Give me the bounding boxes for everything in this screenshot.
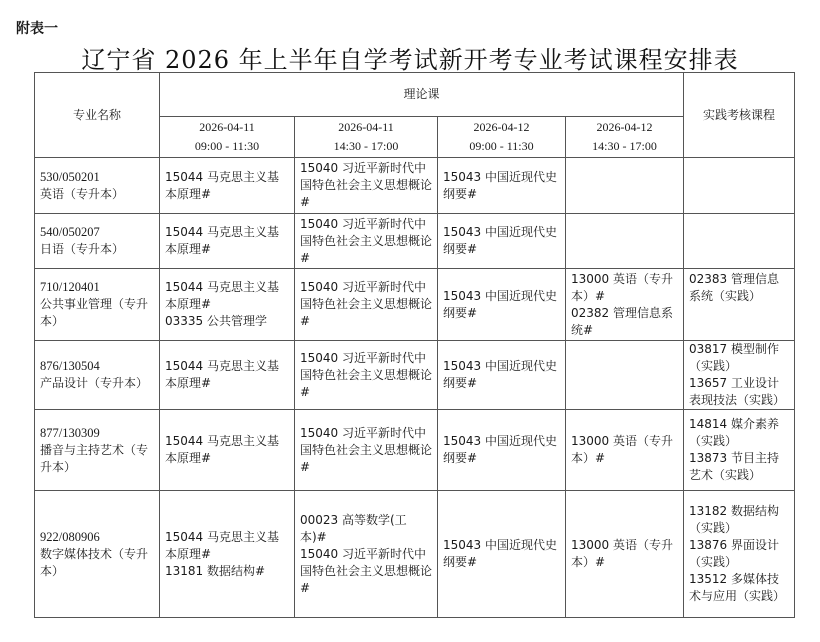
course: 13000 英语（专升本）# — [571, 271, 673, 303]
session-time: 14:30 - 17:00 — [333, 139, 399, 153]
session-2-cell — [295, 410, 438, 491]
course: 13000 英语（专升本）# — [571, 434, 673, 465]
session-4-cell — [566, 491, 684, 618]
course: 15043 中国近现代史纲要# — [443, 225, 557, 256]
table-row — [35, 269, 795, 341]
practical-course: 13876 界面设计（实践） — [689, 538, 779, 569]
table-row — [35, 341, 795, 410]
course: 15043 中国近现代史纲要# — [443, 359, 557, 390]
appendix-label: 附表一 — [16, 21, 58, 37]
practical-course: 13657 工业设计表现技法（实践） — [689, 376, 786, 407]
header-session-2 — [295, 117, 438, 158]
session-4-cell — [566, 158, 684, 214]
session-date: 2026-04-11 — [199, 120, 255, 134]
practical-course: 13182 数据结构（实践） — [689, 504, 779, 535]
course: 15040 习近平新时代中国特色社会主义思想概论# — [300, 350, 433, 399]
course: 15043 中国近现代史纲要# — [443, 538, 557, 569]
course: 15040 习近平新时代中国特色社会主义思想概论# — [300, 546, 433, 595]
course: 15044 马克思主义基本原理# — [165, 434, 279, 465]
practical-cell — [684, 341, 795, 410]
session-date: 2026-04-12 — [473, 120, 530, 134]
session-1-cell — [160, 410, 295, 491]
session-date: 2026-04-11 — [338, 120, 394, 134]
course: 15043 中国近现代史纲要# — [443, 288, 557, 320]
session-2-cell — [295, 269, 438, 341]
session-2-cell — [295, 158, 438, 214]
table-row — [35, 158, 795, 214]
session-4-cell — [566, 341, 684, 410]
course: 15040 习近平新时代中国特色社会主义思想概论# — [300, 425, 433, 474]
major-name: 英语（专升本） — [40, 186, 125, 201]
course: 03335 公共管理学 — [165, 314, 267, 328]
session-1-cell — [160, 341, 295, 410]
major-cell — [35, 214, 160, 269]
header-session-4 — [566, 117, 684, 158]
exam-schedule-table — [34, 72, 795, 618]
session-2-cell — [295, 491, 438, 618]
session-time: 09:00 - 11:30 — [469, 139, 534, 153]
major-code: 876/130504 — [40, 359, 100, 373]
major-name: 公共事业管理（专升本） — [40, 297, 149, 328]
practical-course: 13512 多媒体技术与应用（实践） — [689, 572, 786, 603]
session-1-cell — [160, 491, 295, 618]
major-cell — [35, 269, 160, 341]
course: 15044 马克思主义基本原理# — [165, 529, 279, 561]
major-name: 产品设计（专升本） — [40, 376, 149, 390]
header-major-name: 专业名称 — [35, 73, 160, 158]
practical-cell — [684, 269, 795, 341]
session-1-cell — [160, 214, 295, 269]
major-cell — [35, 158, 160, 214]
major-name: 日语（专升本） — [40, 242, 125, 256]
course: 15044 马克思主义基本原理# — [165, 359, 279, 390]
table-row — [35, 491, 795, 618]
course: 13181 数据结构# — [165, 563, 266, 578]
session-4-cell — [566, 214, 684, 269]
header-practical-courses: 实践考核课程 — [684, 73, 795, 158]
header-theory-courses: 理论课 — [160, 73, 684, 117]
session-1-cell — [160, 158, 295, 214]
practical-cell — [684, 214, 795, 269]
major-code: 530/050201 — [40, 169, 100, 184]
practical-cell — [684, 491, 795, 618]
table-row — [35, 214, 795, 269]
session-3-cell — [438, 214, 566, 269]
major-cell — [35, 491, 160, 618]
practical-course: 02383 管理信息系统（实践） — [689, 272, 779, 303]
practical-cell — [684, 410, 795, 491]
session-2-cell — [295, 214, 438, 269]
practical-course: 03817 模型制作（实践） — [689, 342, 779, 373]
major-name: 数字媒体技术（专升本） — [40, 546, 149, 578]
header-row-1 — [35, 73, 795, 117]
session-3-cell — [438, 491, 566, 618]
session-1-cell — [160, 269, 295, 341]
session-3-cell — [438, 410, 566, 491]
major-cell — [35, 410, 160, 491]
session-3-cell — [438, 341, 566, 410]
course: 15044 马克思主义基本原理# — [165, 280, 279, 311]
course: 15040 习近平新时代中国特色社会主义思想概论# — [300, 161, 433, 209]
course: 15040 习近平新时代中国特色社会主义思想概论# — [300, 280, 433, 328]
table-row — [35, 410, 795, 491]
session-3-cell — [438, 269, 566, 341]
course: 15043 中国近现代史纲要# — [443, 434, 557, 465]
major-code: 877/130309 — [40, 425, 100, 440]
session-time: 14:30 - 17:00 — [592, 139, 657, 153]
session-time: 09:00 - 11:30 — [194, 139, 260, 153]
session-date: 2026-04-12 — [596, 120, 653, 134]
practical-cell — [684, 158, 795, 214]
practical-course: 14814 媒介素养（实践） — [689, 417, 779, 448]
major-code: 922/080906 — [40, 529, 100, 544]
practical-course: 13873 节目主持艺术（实践） — [689, 451, 779, 482]
header-session-1 — [160, 117, 295, 158]
major-code: 540/050207 — [40, 225, 100, 239]
course: 00023 高等数学(工本)# — [300, 512, 407, 544]
header-session-3 — [438, 117, 566, 158]
major-code: 710/120401 — [40, 280, 100, 294]
course: 02382 管理信息系统# — [571, 305, 673, 337]
session-3-cell — [438, 158, 566, 214]
session-4-cell — [566, 269, 684, 341]
course: 15043 中国近现代史纲要# — [443, 169, 557, 201]
session-2-cell — [295, 341, 438, 410]
course: 13000 英语（专升本）# — [571, 538, 673, 569]
course: 15044 马克思主义基本原理# — [165, 169, 279, 201]
course: 15044 马克思主义基本原理# — [165, 225, 279, 256]
course: 15040 习近平新时代中国特色社会主义思想概论# — [300, 216, 433, 265]
session-4-cell — [566, 410, 684, 491]
major-name: 播音与主持艺术（专升本） — [40, 442, 149, 474]
major-cell — [35, 341, 160, 410]
document-title: 辽宁省 2026 年上半年自学考试新开考专业考试课程安排表 — [81, 46, 739, 74]
